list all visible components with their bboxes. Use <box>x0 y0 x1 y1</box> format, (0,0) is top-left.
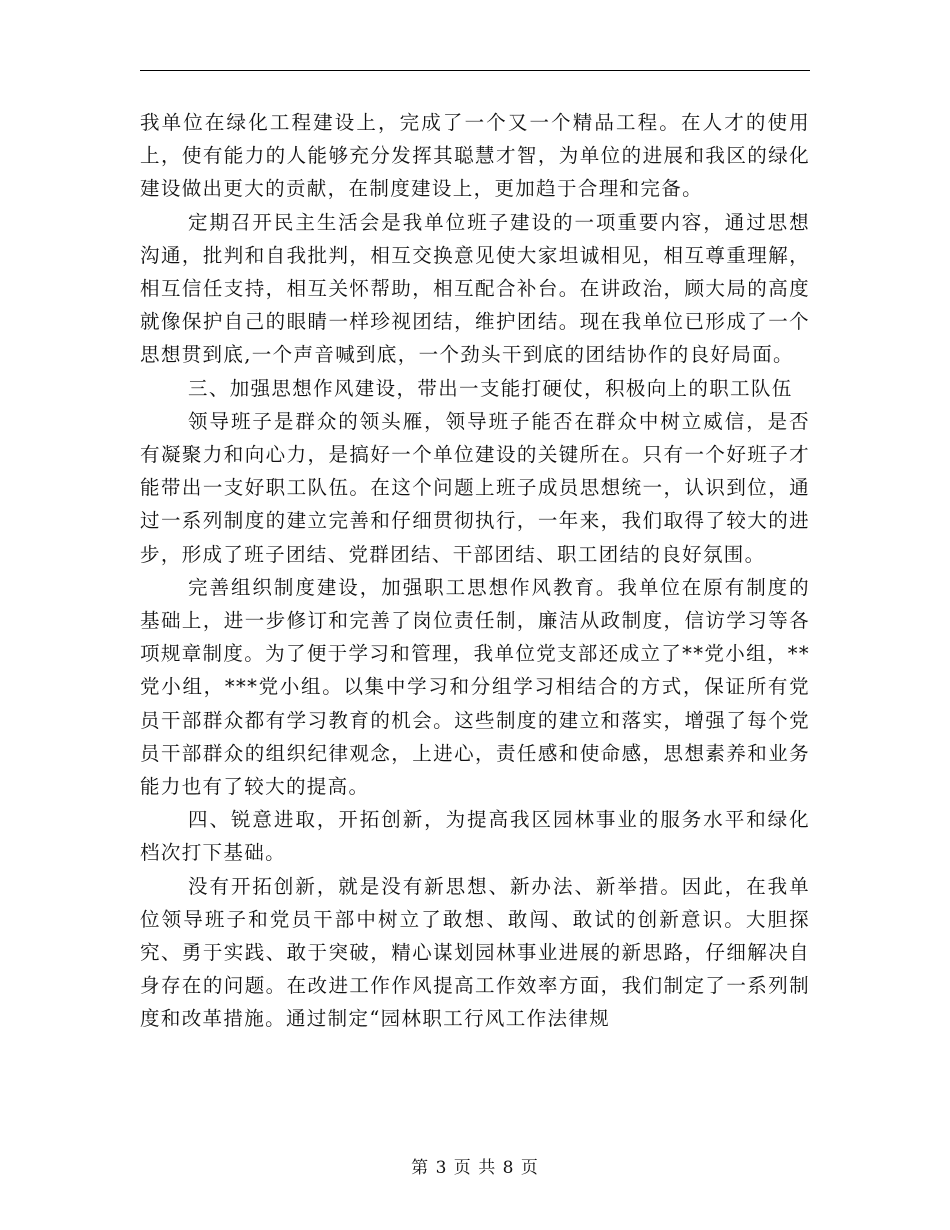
paragraph-2: 定期召开民主生活会是我单位班子建设的一项重要内容，通过思想沟通，批判和自我批判，相互交换意见使大家坦诚相见，相互尊重理解，相互信任支持，相互关怀帮助，相互配合补台。在讲政治，顾大局的高度就像保护自己的眼睛一样珍视团结，维护团结。现在我单位已形成了一个思想贯到底,一个声音喊到底，一个劲头干到底的团结协作的良好局面。 <box>140 210 810 367</box>
section-heading-4: 四、锐意进取，开拓创新，为提高我区园林事业的服务水平和绿化档次打下基础。 <box>140 808 810 865</box>
footer-current-page: 3 <box>435 1158 448 1178</box>
footer-label-page-end: 页 <box>520 1158 539 1178</box>
footer-label-page: 页 <box>453 1158 472 1178</box>
footer-label-prefix: 第 <box>411 1158 430 1178</box>
document-body <box>140 106 810 1036</box>
paragraph-5: 完善组织制度建设，加强职工思想作风教育。我单位在原有制度的基础上，进一步修订和完善了岗位责任制，廉洁从政制度，信访学习等各项规章制度。为了便于学习和管理，我单位党支部还成立了**党小组，**党小组，***党小组。以集中学习和分组学习相结合的方式，保证所有党员干部群众都有学习教育的机会。这些制度的建立和落实，增强了每个党员干部群众的组织纪律观念，上进心，责任感和使命感，思想素养和业务能力也有了较大的提高。 <box>140 575 810 799</box>
section-heading-3: 三、加强思想作风建设，带出一支能打硬仗，积极向上的职工队伍 <box>188 376 793 400</box>
paragraph-7: 没有开拓创新，就是没有新思想、新办法、新举措。因此，在我单位领导班子和党员干部中树立了敢想、敢闯、敢试的创新意识。大胆探究、勇于实践、敢于突破，精心谋划园林事业进展的新思路，仔细解决自身存在的问题。在改进工作作风提高工作效率方面，我们制定了一系列制度和改革措施。通过制定“园林职工行风工作法律规 <box>140 874 810 1031</box>
paragraph-1: 我单位在绿化工程建设上，完成了一个又一个精品工程。在人才的使用上，使有能力的人能够充分发挥其聪慧才智，为单位的进展和我区的绿化建设做出更大的贡献，在制度建设上，更加趋于合理和完备。 <box>140 111 810 201</box>
footer-total-pages: 8 <box>502 1158 515 1178</box>
page-footer <box>0 1153 950 1178</box>
footer-label-total: 共 <box>478 1158 497 1178</box>
header-rule <box>140 70 810 71</box>
paragraph-4: 领导班子是群众的领头雁，领导班子能否在群众中树立威信，是否有凝聚力和向心力，是搞好一个单位建设的关键所在。只有一个好班子才能带出一支好职工队伍。在这个问题上班子成员思想统一，认识到位，通过一系列制度的建立完善和仔细贯彻执行，一年来，我们取得了较大的进步，形成了班子团结、党群团结、干部团结、职工团结的良好氛围。 <box>140 409 810 566</box>
